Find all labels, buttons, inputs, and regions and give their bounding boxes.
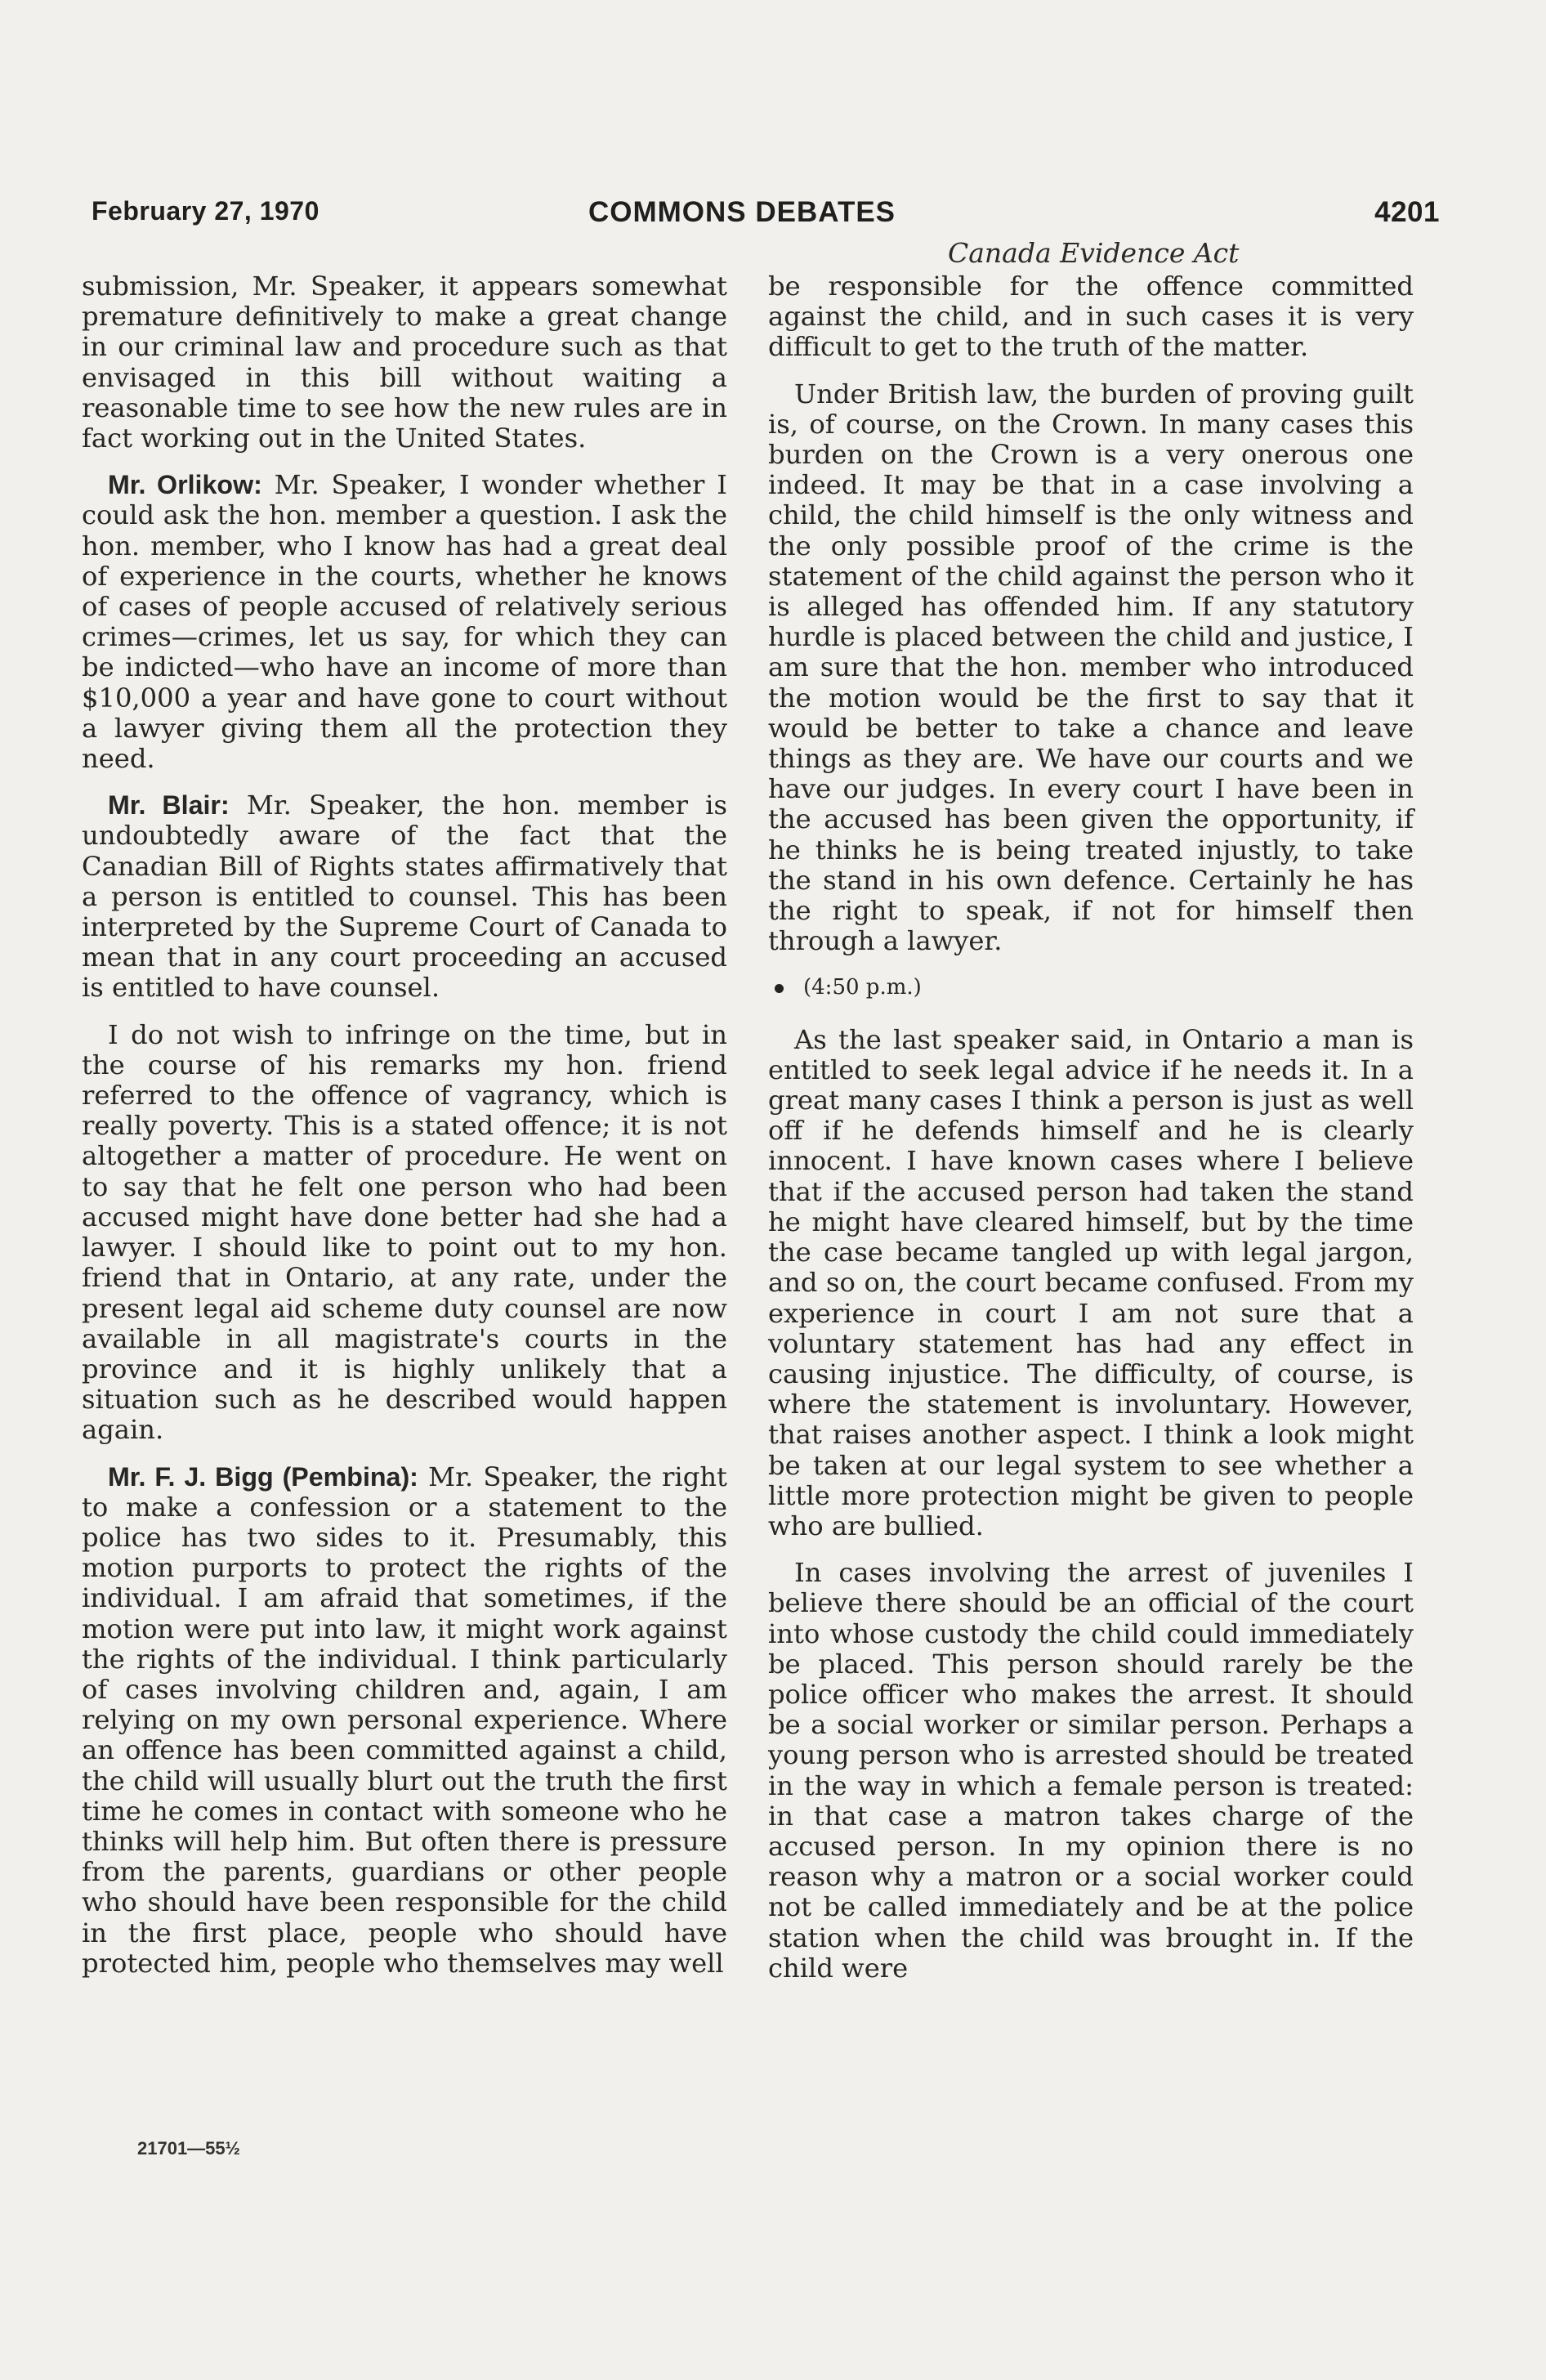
paragraph: submission, Mr. Speaker, it appears somewhat premature definitively to make a great change in our criminal law and procedure such as that envisaged in this bill without waiting a reasonable time to see how the new rules are in fact working out in the United States. [82,271,727,454]
speech-orlikow [82,470,727,774]
time-text: (4:50 p.m.) [803,975,922,1000]
paragraph: Under British law, the burden of proving guilt is, of course, on the Crown. In many cases this burden on the Crown is a very onerous one indeed. It may be that in a case involving a child, the child himself is the only witness and the only possible proof of the crime is the statement of the child against the person who it is alleged has offended him. If any statutory hurdle is placed between the child and justice, I am sure that the hon. member who introduced the motion would be the first to say that it would be better to take a chance and leave things as they are. We have our courts and we have our judges. In every court I have been in the accused has been given the opportunity, if he thinks he is being treated injustly, to take the stand in his own defence. Certainly he has the right to speak, if not for himself then through a lawyer. [768,378,1414,957]
speech-bigg [82,1462,727,1979]
time-marker [775,973,1414,1003]
header-title: COMMONS DEBATES [588,196,896,228]
right-column [768,271,1414,2000]
bill-subtitle: Canada Evidence Act [948,237,1240,269]
left-column [82,271,727,1995]
page-number: 4201 [1374,196,1440,228]
paragraph: I do not wish to infringe on the time, but in the course of his remarks my hon. friend referred to the offence of vagrancy, which is really poverty. This is a stated offence; it is not altogether a matter of procedure. He went on to say that he felt one person who had been accused might have done better had she had a lawyer. I should like to point out to my hon. friend that in Ontario, at any rate, under the present legal aid scheme duty counsel are now available in all magistrate's courts in the province and it is highly unlikely that a situation such as he described would happen again. [82,1018,727,1446]
speech-blair [82,790,727,1003]
bullet-icon [775,984,784,993]
speaker-name: Mr. Blair: [108,790,230,821]
paragraph: As the last speaker said, in Ontario a man is entitled to seek legal advice if he needs it. In a great many cases I think a person is just as well off if he defends himself and he is clearly innocent. I have known cases where I believe that if the accused person had taken the stand he might have cleared himself, but by the time the case became tangled up with legal jargon, and so on, the court became confused. From my experience in court I am not sure that a voluntary statement has had any effect in causing injustice. The difficulty, of course, is where the statement is involuntary. However, that raises another aspect. I think a look might be taken at our legal system to see whether a little more protection might be given to people who are bullied. [768,1023,1414,1541]
speaker-name: Mr. Orlikow: [108,470,262,500]
speech-text: Mr. Speaker, I wonder whether I could ask the hon. member a question. I ask the hon. member, who I know has had a great deal of experience in the courts, whether he knows of cases of people accused of relatively serious crimes—crimes, let us say, for which they can be indicted—who have an income of more than $10,000 a year and have gone to court without a lawyer giving them all the protection they need. [82,469,727,775]
print-code: 21701—55½ [137,2138,240,2159]
speaker-name: Mr. F. J. Bigg (Pembina): [108,1461,418,1492]
paragraph: be responsible for the offence committed against the child, and in such cases it is very difficult to get to the truth of the matter. [768,271,1414,363]
paragraph: In cases involving the arrest of juveniles I believe there should be an official of the court into whose custody the child could immediately be placed. This person should rarely be the police officer who makes the arrest. It should be a social worker or similar person. Perhaps a young person who is arrested should be treated in the way in which a female person is treated: in that case a matron takes charge of the accused person. In my opinion there is no reason why a matron or a social worker could not be called immediately and be at the police station when the child was brought in. If the child were [768,1557,1414,1984]
header-date: February 27, 1970 [92,196,319,226]
speech-text: Mr. Speaker, the hon. member is undoubtedly aware of the fact that the Canadian Bill of Rights states affirmatively that a person is entitled to counsel. This has been interpreted by the Supreme Court of Canada to mean that in any court proceeding an accused is entitled to have counsel. [82,790,727,1004]
speech-text: Mr. Speaker, the right to make a confession or a statement to the police has two sides to it. Presumably, this motion purports to protect the rights of the individual. I am afraid that sometimes, if the motion were put into law, it might work against the rights of the individual. I think particularly of cases involving children and, again, I am relying on my own personal experience. Where an offence has been committed against a child, the child will usually blurt out the truth the first time he comes in contact with someone who he thinks will help him. But often there is pressure from the parents, guardians or other people who should have been responsible for the child in the first place, people who should have protected him, people who themselves may well [82,1461,727,1979]
